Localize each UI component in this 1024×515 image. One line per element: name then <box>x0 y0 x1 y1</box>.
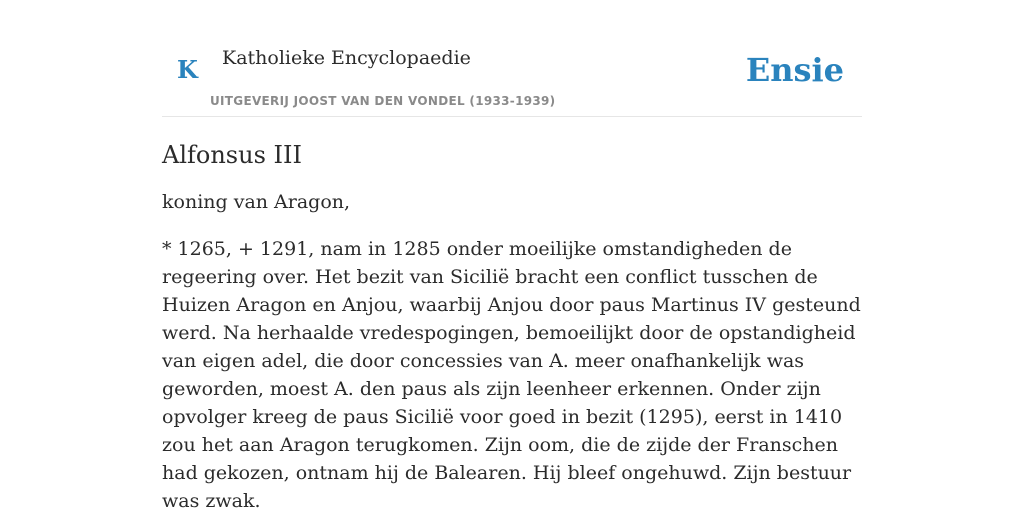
ensie-logo[interactable]: Ensie <box>745 51 844 89</box>
article-body: * 1265, + 1291, nam in 1285 onder moeilijke omstandigheden de regeering over. Het bezit van Sicilië bracht een conflict tusschen de Huizen Aragon en Anjou, waarbij Anjou door paus Martinus IV gesteund werd. Na herhaalde vredespogingen, bemoeilijkt door de opstandigheid van eigen adel, die door concessies van A. meer onafhankelijk was geworden, moest A. den paus als zijn leenheer erkennen. Onder zijn opvolger kreeg de paus Sicilië voor goed in bezit (1295), eerst in 1410 zou het aan Aragon terugkomen. Zijn oom, die de zijde der Franschen had gekozen, ontnam hij de Balearen. Hij bleef ongehuwd. Zijn bestuur was zwak. <box>162 238 861 512</box>
article-subtitle: koning van Aragon, <box>162 191 351 213</box>
publisher-line: UITGEVERIJ JOOST VAN DEN VONDEL (1933-1939) <box>210 94 556 108</box>
article-title: Alfonsus III <box>162 141 302 169</box>
page <box>162 0 862 512</box>
site-header <box>162 0 862 117</box>
encyclopedia-title[interactable]: Katholieke Encyclopaedie <box>222 47 471 69</box>
article <box>162 138 862 515</box>
encyclopedia-logo[interactable]: K <box>177 55 198 84</box>
